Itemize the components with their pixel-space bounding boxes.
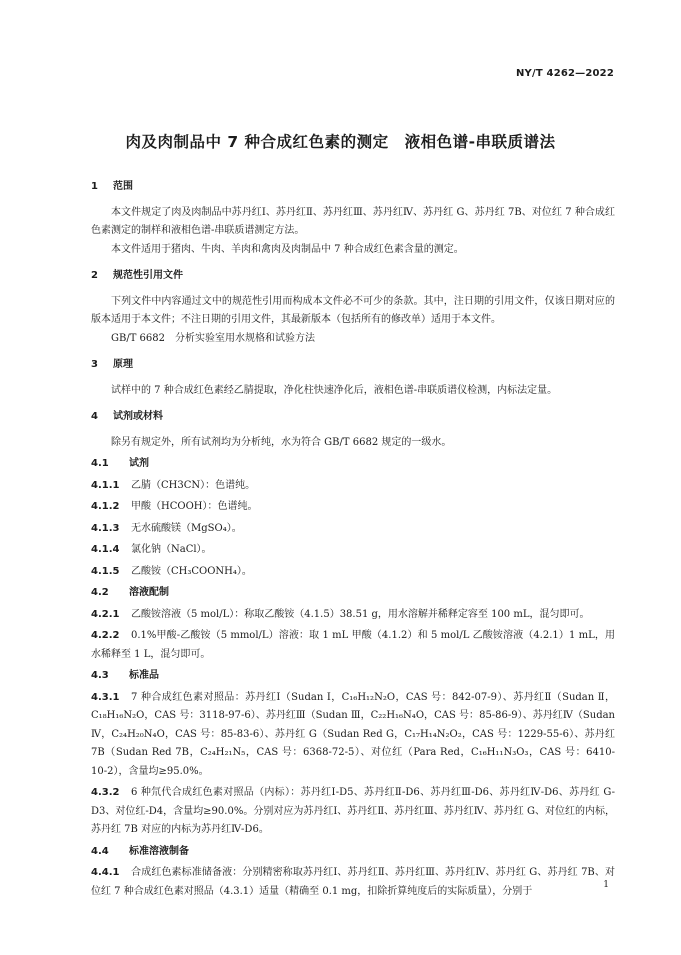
section-number: 1 (91, 181, 98, 192)
subsection-heading (91, 455, 615, 474)
section-title: 原理 (113, 359, 133, 370)
paragraph: 下列文件中内容通过文中的规范性引用而构成本文件必不可少的条款。其中，注日期的引用文件，仅该日期对应的版本适用于本文件；不注日期的引用文件，其最新版本（包括所有的修改单）适用于本文件。 (91, 295, 615, 325)
clause-text: 氯化钠（NaCl）。 (131, 544, 212, 555)
subsection-heading (91, 584, 615, 603)
subsection-title: 试剂 (129, 458, 149, 469)
standard-code: NY/T 4262—2022 (515, 68, 614, 79)
clause-text: 甲酸（HCOOH）：色谱纯。 (131, 501, 258, 512)
clause-text: 乙腈（CH3CN）：色谱纯。 (131, 479, 256, 491)
clause-text: 乙酸铵溶液（5 mol/L）：称取乙酸铵（4.1.5）38.51 g，用水溶解并稀释定容至 100 mL，混匀即可。 (131, 608, 590, 620)
subsection-number: 4.4 (91, 845, 109, 857)
section-principle (91, 356, 615, 400)
page-number: 1 (603, 880, 609, 890)
clause-item (91, 477, 615, 496)
section-heading (91, 267, 615, 286)
document-title: 肉及肉制品中 7 种合成红色素的测定 液相色谱-串联质谱法 (125, 133, 556, 151)
clause-number: 4.3.2 (91, 787, 120, 798)
section-reagents (91, 408, 615, 901)
document-body (91, 178, 615, 909)
clause-number: 4.1.5 (91, 565, 120, 577)
clause-item (91, 864, 615, 901)
section-scope (91, 178, 615, 259)
clause-number: 4.4.1 (91, 867, 120, 878)
clause-number: 4.1.4 (91, 544, 120, 555)
clause-item (91, 520, 615, 539)
subsection-heading (91, 843, 615, 862)
section-heading (91, 408, 615, 427)
subsection-title: 溶液配制 (129, 587, 169, 598)
subsection-title: 标准品 (129, 670, 159, 681)
paragraph: 除另有规定外，所有试剂均为分析纯，水为符合 GB/T 6682 规定的一级水。 (111, 436, 452, 448)
paragraph: 试样中的 7 种合成红色素经乙腈提取，净化柱快速净化后，液相色谱-串联质谱仪检测，内标法定量。 (111, 384, 558, 396)
paragraph: 本文件规定了肉及肉制品中苏丹红Ⅰ、苏丹红Ⅱ、苏丹红Ⅲ、苏丹红Ⅳ、苏丹红 G、苏丹红 7B、对位红 7 种合成红色素测定的制样和液相色谱-串联质谱测定方法。 (91, 206, 615, 236)
section-number: 4 (91, 411, 98, 422)
clause-number: 4.1.1 (91, 479, 120, 491)
clause-text: 合成红色素标准储备液：分别精密称取苏丹红Ⅰ、苏丹红Ⅱ、苏丹红Ⅲ、苏丹红Ⅳ、苏丹红 G、苏丹红 7B、对位红 7 种合成红色素对照品（4.3.1）适量（精确至 0.1 mg，扣除折算纯度后的实际质量），分别于 (91, 867, 615, 897)
section-normative-references (91, 267, 615, 348)
clause-number: 4.1.2 (91, 501, 120, 512)
clause-item (91, 627, 615, 664)
paragraph: 本文件适用于猪肉、牛肉、羊肉和禽肉及肉制品中 7 种合成红色素含量的测定。 (111, 243, 464, 255)
subsection-number: 4.2 (91, 587, 109, 598)
clause-text: 0.1%甲酸-乙酸铵（5 mmol/L）溶液：取 1 mL 甲酸（4.1.2）和 5 mol/L 乙酸铵溶液（4.2.1）1 mL，用水稀释至 1 L，混匀即可。 (91, 630, 615, 660)
section-title: 规范性引用文件 (113, 270, 183, 281)
section-title: 试剂或材料 (113, 411, 163, 422)
subsection-number: 4.3 (91, 670, 109, 681)
clause-item (91, 606, 615, 625)
clause-item (91, 541, 615, 560)
section-heading (91, 178, 615, 197)
clause-item (91, 689, 615, 782)
subsection-number: 4.1 (91, 458, 109, 469)
section-title: 范围 (113, 181, 133, 192)
section-number: 3 (91, 359, 98, 370)
clause-text: 无水硫酸镁（MgSO₄）。 (131, 522, 242, 534)
clause-text: 6 种氘代合成红色素对照品（内标）：苏丹红Ⅰ-D5、苏丹红Ⅱ-D6、苏丹红Ⅲ-D6、苏丹红Ⅳ-D6、苏丹红 G-D3、对位红-D4，含量均≥90.0%。分别对应为苏丹红Ⅰ、苏丹红Ⅱ、苏丹红Ⅲ、苏丹红Ⅳ、苏丹红 G、对位红的内标，苏丹红 7B 对应的内标为苏丹红Ⅳ-D6。 (91, 787, 615, 835)
clause-number: 4.2.2 (91, 630, 120, 641)
clause-item (91, 784, 615, 840)
subsection-heading (91, 667, 615, 686)
section-heading (91, 356, 615, 375)
clause-item (91, 498, 615, 517)
clause-number: 4.3.1 (91, 691, 120, 703)
subsection-title: 标准溶液制备 (129, 845, 189, 857)
clause-text: 乙酸铵（CH₃COONH₄）。 (131, 565, 252, 577)
clause-number: 4.2.1 (91, 608, 120, 620)
clause-text: 7 种合成红色素对照品：苏丹红Ⅰ（Sudan Ⅰ，C₁₆H₁₂N₂O，CAS 号：842-07-9）、苏丹红Ⅱ（Sudan Ⅱ，C₁₈H₁₆N₂O，CAS 号：3118-97-6）、苏丹红Ⅲ（Sudan Ⅲ，C₂₂H₁₆N₄O，CAS 号：85-86-9）、苏丹红Ⅳ（Sudan Ⅳ，C₂₄H₂₀N₄O，CAS 号：85-83-6）、苏丹红 G（Sudan Red G，C₁₇H₁₄N₂O₂，CAS 号：1229-55-6）、苏丹红 7B（Sudan Red 7B，C₂₄H₂₁N₅，CAS 号：6368-72-5）、对位红（Para Red，C₁₆H₁₁N₃O₃，CAS 号：6410-10-2），含量均≥95.0%。 (91, 691, 615, 777)
clause-item (91, 563, 615, 582)
reference-entry: GB/T 6682 分析实验室用水规格和试验方法 (111, 332, 316, 344)
clause-number: 4.1.3 (91, 522, 120, 534)
section-number: 2 (91, 270, 98, 281)
